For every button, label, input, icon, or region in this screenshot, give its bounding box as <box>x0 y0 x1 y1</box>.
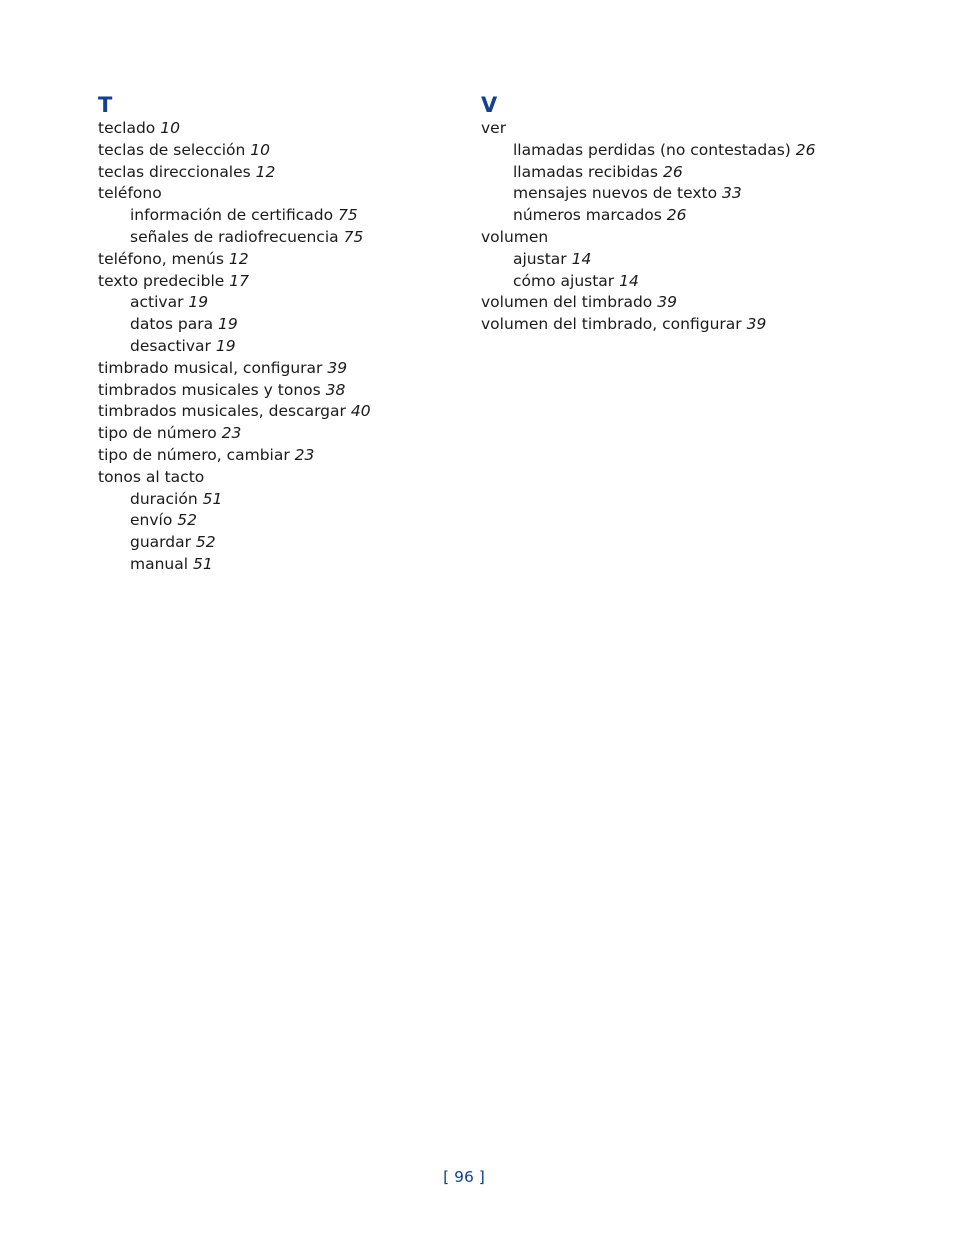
index-term: llamadas perdidas (no contestadas) <box>513 140 791 159</box>
index-page-ref: 33 <box>722 184 742 203</box>
index-subentry <box>98 336 458 358</box>
index-term: timbrados musicales y tonos <box>98 380 321 399</box>
index-page-ref: 19 <box>188 293 209 312</box>
index-entry <box>481 314 881 336</box>
index-page-ref: 51 <box>202 489 223 508</box>
index-subentry <box>98 510 458 532</box>
index-column-v <box>481 92 881 336</box>
index-entry <box>98 467 458 489</box>
index-term: tonos al tacto <box>98 467 205 486</box>
section-letter-v: V <box>481 93 498 117</box>
index-term: timbrado musical, configurar <box>98 358 323 377</box>
index-entry <box>98 140 458 162</box>
index-page-ref: 51 <box>193 554 213 573</box>
index-entries-v <box>481 118 881 336</box>
index-subentry <box>481 183 881 205</box>
index-term: información de certificado <box>130 206 334 225</box>
index-subentry <box>481 205 881 227</box>
index-page-ref: 75 <box>338 206 358 225</box>
index-page-ref: 14 <box>571 249 592 268</box>
index-entry <box>98 162 458 184</box>
index-page-ref: 39 <box>746 315 767 334</box>
index-page-ref: 10 <box>250 140 271 159</box>
index-term: desactivar <box>130 336 211 355</box>
index-entry <box>98 249 458 271</box>
index-entry <box>481 118 881 140</box>
section-letter-t: T <box>98 93 113 117</box>
index-subentry <box>98 314 458 336</box>
index-page-ref: 12 <box>228 249 249 268</box>
index-entry <box>98 401 458 423</box>
index-page-ref: 26 <box>795 140 816 159</box>
index-term: tipo de número, cambiar <box>98 445 290 464</box>
index-term: teclado <box>98 119 156 137</box>
index-term: ver <box>481 119 507 137</box>
index-term: texto predecible <box>98 271 225 290</box>
index-entry <box>481 292 881 314</box>
index-term: señales de radiofrecuencia <box>130 227 339 246</box>
index-term: teclas de selección <box>98 140 246 159</box>
index-page-ref: 23 <box>294 445 315 464</box>
index-column-t <box>98 92 458 576</box>
index-entry <box>98 423 458 445</box>
index-entries-t <box>98 118 458 576</box>
index-term: volumen <box>481 227 549 246</box>
index-page-ref: 14 <box>619 271 639 290</box>
index-page-ref: 40 <box>350 402 371 421</box>
index-term: cómo ajustar <box>513 271 615 290</box>
index-subentry <box>481 162 881 184</box>
page-number: [ 96 ] <box>443 1168 485 1186</box>
index-entry <box>98 445 458 467</box>
index-subentry <box>98 554 458 576</box>
index-subentry <box>98 292 458 314</box>
index-term: mensajes nuevos de texto <box>513 184 718 203</box>
index-term: timbrados musicales, descargar <box>98 402 346 421</box>
index-term: números marcados <box>513 206 662 225</box>
index-term: llamadas recibidas <box>513 162 659 181</box>
index-entry <box>481 227 881 249</box>
index-term: teléfono <box>98 184 162 203</box>
index-page-ref: 19 <box>215 336 236 355</box>
index-page-ref: 23 <box>221 424 242 443</box>
index-term: teclas direccionales <box>98 162 251 181</box>
index-term: volumen del timbrado, configurar <box>481 315 742 334</box>
index-term: teléfono, menús <box>98 249 224 268</box>
index-page-ref: 39 <box>327 358 348 377</box>
index-page-ref: 26 <box>666 206 687 225</box>
index-subentry <box>481 249 881 271</box>
index-page-ref: 75 <box>343 227 364 246</box>
index-term: activar <box>130 293 184 312</box>
index-page-ref: 52 <box>195 533 216 552</box>
index-page-ref: 10 <box>160 119 180 137</box>
index-page-ref: 38 <box>325 380 346 399</box>
index-term: envío <box>130 511 173 530</box>
index-page-ref: 19 <box>218 315 238 334</box>
index-subentry <box>481 271 881 293</box>
index-subentry <box>481 140 881 162</box>
index-page-ref: 12 <box>255 162 276 181</box>
index-subentry <box>98 489 458 511</box>
index-term: tipo de número <box>98 424 217 443</box>
index-entry <box>98 118 458 140</box>
index-term: volumen del timbrado <box>481 293 653 312</box>
index-entry <box>98 380 458 402</box>
index-page-ref: 17 <box>229 271 249 290</box>
index-term: duración <box>130 489 198 508</box>
index-page-ref: 39 <box>657 293 677 312</box>
index-term: ajustar <box>513 249 567 268</box>
index-subentry <box>98 227 458 249</box>
index-page-ref: 52 <box>177 511 197 530</box>
index-entry <box>98 183 458 205</box>
index-entry <box>98 358 458 380</box>
index-term: datos para <box>130 315 214 334</box>
index-term: guardar <box>130 533 191 552</box>
index-subentry <box>98 532 458 554</box>
index-term: manual <box>130 554 189 573</box>
index-entry <box>98 271 458 293</box>
index-page-ref: 26 <box>662 162 683 181</box>
index-subentry <box>98 205 458 227</box>
